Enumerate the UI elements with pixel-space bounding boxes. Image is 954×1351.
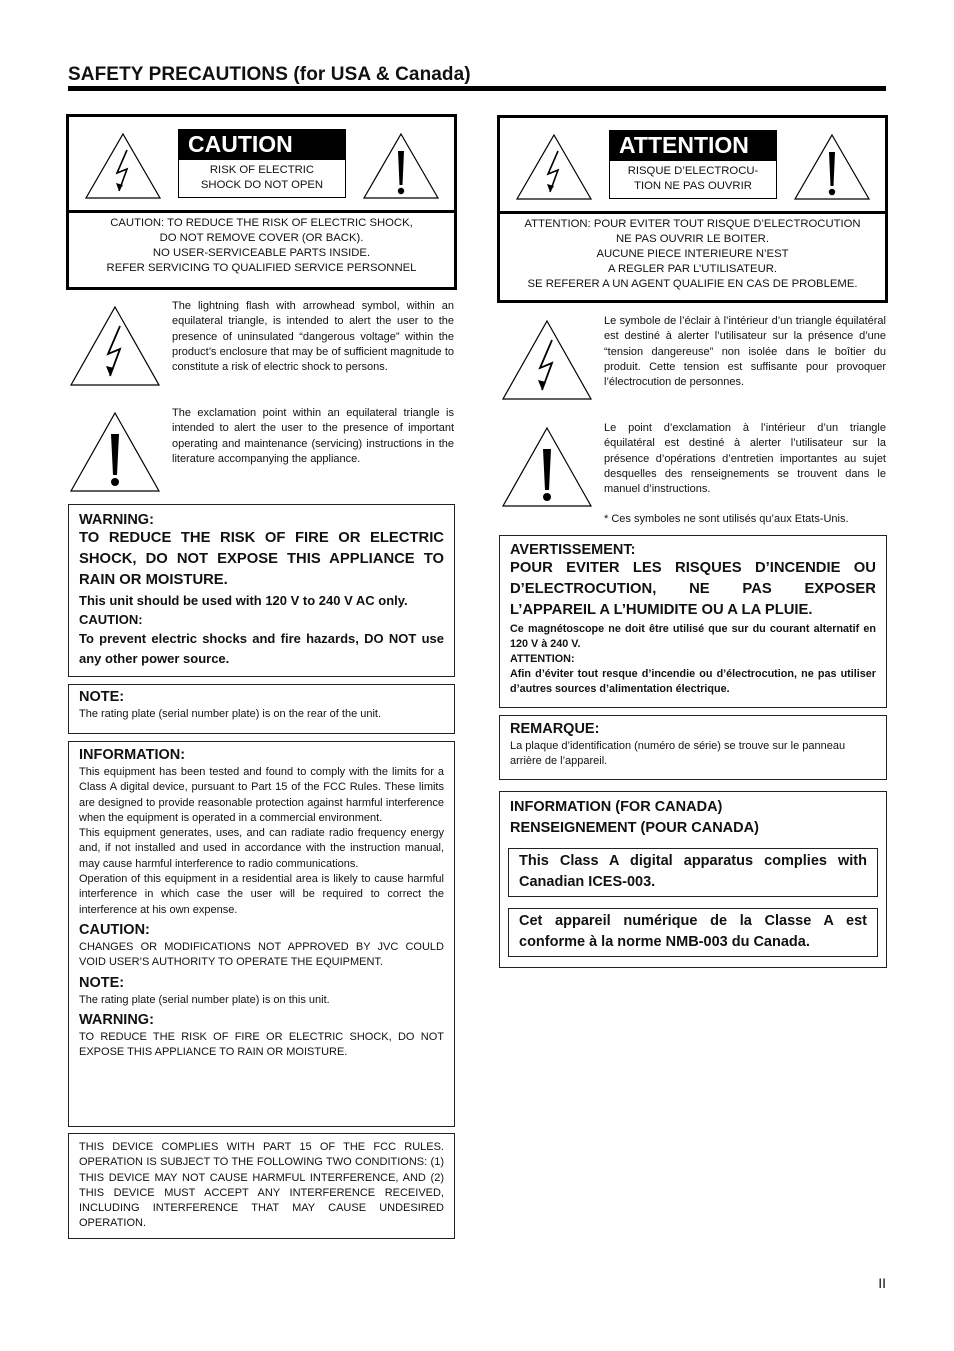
canada-heading-fr: RENSEIGNEMENT (POUR CANADA) (510, 820, 759, 836)
exclamation-triangle-icon (792, 132, 872, 202)
avertissement-voltage-text: Ce magnétoscope ne doit être utilisé que sur du courant alternatif en 120 V à 240 V. (510, 623, 876, 651)
avertissement-main-text: POUR EVITER LES RISQUES D’INCENDIE OU D’ELECTROCUTION, NE PAS EXPOSER L’APPAREIL A L’HUMIDITE OU A LA PLUIE. (510, 560, 876, 618)
caution-label-box (66, 114, 457, 290)
caution-sub-line-1: RISK OF ELECTRIC (209, 164, 315, 176)
caution-body-line: NO USER-SERVICEABLE PARTS INSIDE. (152, 247, 371, 259)
caution-body-line: CAUTION: TO REDUCE THE RISK OF ELECTRIC SHOCK, (110, 217, 413, 229)
exclamation-triangle-icon (68, 410, 162, 494)
attention-sub-line-1: RISQUE D’ELECTROCU- (627, 165, 759, 177)
attention-sub-box (609, 160, 777, 199)
information-caution-heading: CAUTION: (79, 921, 150, 938)
attention-body-line: SE REFERER A UN AGENT QUALIFIE EN CAS DE PROBLEME. (527, 278, 858, 290)
canada-information-box (499, 791, 887, 968)
warning-caution-text: To prevent electric shocks and fire hazards, DO NOT use any other power source. (79, 631, 444, 667)
information-box (68, 741, 455, 1127)
note-text: The rating plate (serial number plate) is on the rear of the unit. (79, 708, 382, 720)
lightning-triangle-icon (500, 318, 594, 402)
exclamation-triangle-icon (500, 425, 594, 509)
exclamation-symbol-description-fr: Le point d’exclamation à l’intérieur d’un triangle équilatéral est destiné à alerter l’utilisateur sur la présence d’opérations d’entretien importantes au sujet desquelles des renseignements se trouvent dans le manuel d’instructions. (604, 422, 886, 496)
information-paragraph: This equipment has been tested and found to comply with the limits for a Class A digital device, pursuant to Part 15 of the FCC Rules. These limits are designed to provide reasonable protection against harmful interference when the equipment is operated in a commercial environment. (79, 766, 444, 824)
fcc-compliance-text: THIS DEVICE COMPLIES WITH PART 15 OF THE FCC RULES. OPERATION IS SUBJECT TO THE FOLLOWING TWO CONDITIONS: (1) THIS DEVICE MAY NOT CAUSE HARMFUL INTERFERENCE, AND (2) THIS DEVICE MUST ACCEPT ANY INTERFERENCE RECEIVED, INCLUDING INTERFERENCE THAT MAY CAUSE UNDESIRED OPERATION. (79, 1141, 444, 1230)
caution-sub-line-2: SHOCK DO NOT OPEN (200, 179, 324, 191)
information-warning-text: TO REDUCE THE RISK OF FIRE OR ELECTRIC SHOCK, DO NOT EXPOSE THIS APPLIANCE TO RAIN OR MOISTURE. (79, 1030, 444, 1059)
caution-label-divider (66, 210, 457, 213)
warning-caution-heading: CAUTION: (79, 612, 143, 628)
lightning-triangle-icon (68, 304, 162, 388)
information-heading: INFORMATION: (79, 747, 186, 763)
warning-box (68, 504, 455, 677)
canada-statement-en: This Class A digital apparatus complies with Canadian ICES-003. (508, 848, 878, 897)
avertissement-attention-heading: ATTENTION: (510, 653, 575, 666)
symbols-footnote: * Ces symboles ne sont utilisés qu’aux Etats-Unis. (604, 513, 849, 525)
warning-main-text: TO REDUCE THE RISK OF FIRE OR ELECTRIC SHOCK, DO NOT EXPOSE THIS APPLIANCE TO RAIN OR MOISTURE. (79, 530, 444, 588)
caution-body (69, 216, 454, 276)
exclamation-triangle-icon (361, 131, 441, 201)
caution-sub-box (178, 159, 346, 198)
information-warning-heading: WARNING: (79, 1011, 154, 1028)
information-paragraph: Operation of this equipment in a residential area is likely to cause harmful interference in which case the user will be required to correct the interference at his own expense. (79, 873, 444, 916)
information-note-heading: NOTE: (79, 974, 125, 991)
fcc-compliance-box (68, 1133, 455, 1239)
lightning-symbol-description-fr: Le symbole de l’éclair à l’intérieur d’un triangle équilatéral est destiné à alerter l’utilisateur sur la présence d’une “tension dangereuse” non isolée dans le boîtier du produit. Cette tension est suffisante pour provoquer l’électrocution de personnes. (604, 315, 886, 389)
attention-body-line: A REGLER PAR L’UTILISATEUR. (607, 263, 778, 275)
warning-voltage-text: This unit should be used with 120 V to 240 V AC only. (79, 593, 408, 609)
avertissement-attention-text: Afin d’éviter tout resque d’incendie ou d’électrocution, ne pas utiliser d’autres sources d’alimentation électrique. (510, 668, 876, 696)
exclamation-symbol-description: The exclamation point within an equilateral triangle is intended to alert the user to the presence of important operating and maintenance (servicing) instructions in the literature accompanying the appliance. (172, 407, 454, 465)
title-rule (68, 86, 886, 91)
lightning-triangle-icon (83, 131, 163, 201)
caution-body-line: DO NOT REMOVE COVER (OR BACK). (159, 232, 364, 244)
lightning-symbol-description: The lightning flash with arrowhead symbol, within an equilateral triangle, is intended to alert the user to the presence of uninsulated “dangerous voltage” within the product’s enclosure that may be of sufficient magnitude to constitute a risk of electric shock to persons. (172, 300, 454, 374)
warning-heading: WARNING: (79, 512, 154, 528)
attention-body-line: AUCUNE PIECE INTERIEURE N’EST (596, 248, 789, 260)
information-note-text: The rating plate (serial number plate) is on this unit. (79, 993, 330, 1006)
information-caution-text: CHANGES OR MODIFICATIONS NOT APPROVED BY JVC COULD VOID USER’S AUTHORITY TO OPERATE THE EQUIPMENT. (79, 940, 444, 969)
attention-label-box (497, 115, 888, 303)
avertissement-box (499, 535, 887, 708)
page-title: SAFETY PRECAUTIONS (for USA & Canada) (68, 64, 471, 85)
remarque-text: La plaque d’identification (numéro de série) se trouve sur le panneau arrière de l’appareil. (510, 740, 846, 768)
caution-body-line: REFER SERVICING TO QUALIFIED SERVICE PERSONNEL (106, 262, 417, 274)
lightning-triangle-icon (514, 132, 594, 202)
note-box (68, 684, 455, 734)
caution-banner: CAUTION (178, 129, 346, 159)
attention-body-line: NE PAS OUVRIR LE BOITER. (616, 233, 769, 245)
remarque-heading: REMARQUE: (510, 721, 600, 737)
attention-sub-line-2: TION NE PAS OUVRIR (634, 180, 752, 192)
avertissement-heading: AVERTISSEMENT: (510, 542, 636, 558)
information-paragraph: This equipment generates, uses, and can radiate radio frequency energy and, if not installed and used in accordance with the instruction manual, may cause harmful interference to radio communications. (79, 827, 444, 870)
canada-statement-fr: Cet appareil numérique de la Classe A est conforme à la norme NMB-003 du Canada. (508, 908, 878, 957)
attention-banner: ATTENTION (609, 130, 777, 160)
remarque-box (499, 715, 887, 780)
note-heading: NOTE: (79, 689, 125, 705)
attention-body (500, 217, 885, 292)
attention-label-divider (497, 211, 888, 214)
canada-heading-en: INFORMATION (FOR CANADA) (510, 799, 723, 815)
attention-body-line: ATTENTION: POUR EVITER TOUT RISQUE D’ELECTROCUTION (524, 218, 861, 230)
page-number: II (878, 1275, 886, 1291)
